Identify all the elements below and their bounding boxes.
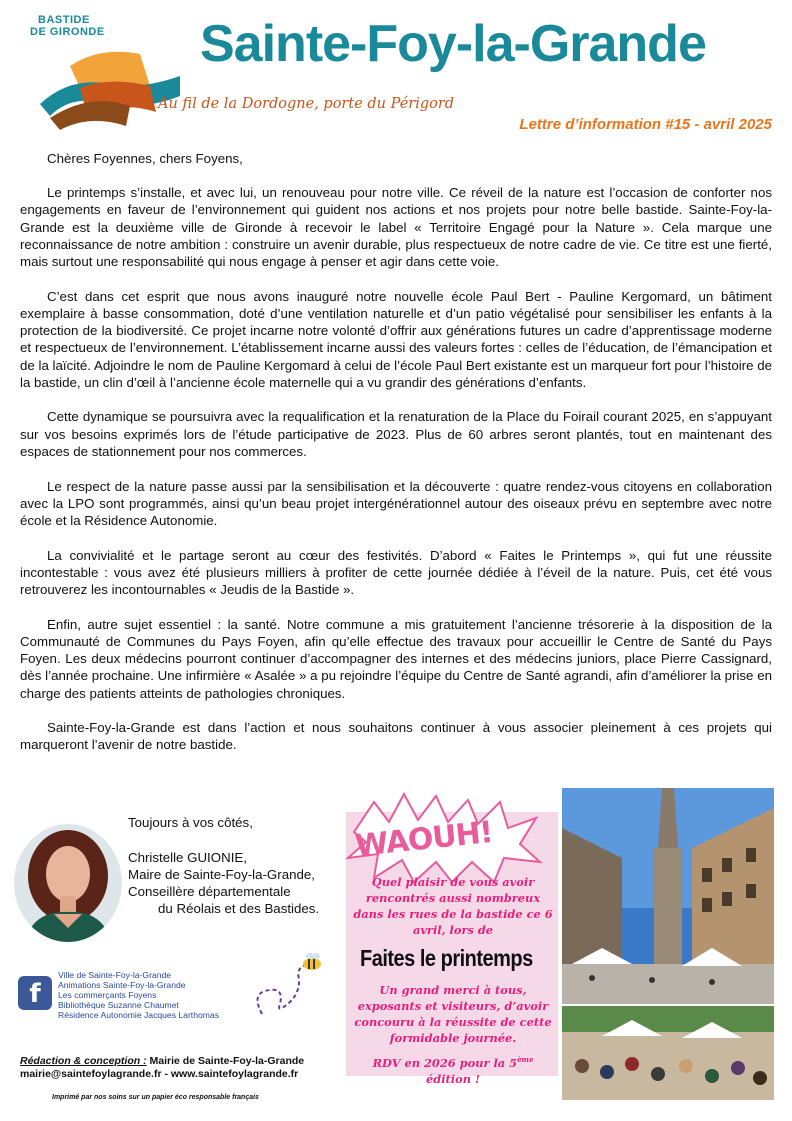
- paragraph: Le printemps s’installe, et avec lui, un renouveau pour notre ville. Ce réveil de la nature est l’occasion de conforter nos engagements en faveur de l’environnement qui guident nos actions et nos projets pour notre belle bastide. Sainte-Foy-la-Grande est la deuxième ville de Gironde à recevoir le label « Territoire Engagé pour la Nature ». Cela marque une reconnaissance de notre ambition : construire un avenir durable, plus respectueux de notre cadre de vie. Ce titre est une fierté, mais surtout une responsabilité qui nous engage à penser et agir dans cette voie.: [20, 185, 772, 270]
- signature-title: Maire de Sainte-Foy-la-Grande,: [128, 867, 315, 882]
- logo-text: [30, 14, 105, 38]
- facebook-icon[interactable]: f: [18, 976, 52, 1010]
- paragraph: Sainte-Foy-la-Grande est dans l’action et nous souhaitons continuer à vous associer pleinement à ces projets qui marqueront l’avenir de notre bastide.: [20, 720, 772, 753]
- facebook-link[interactable]: Ville de Sainte-Foy-la-Grande: [58, 970, 172, 980]
- issue-label: Lettre d’information #15 - avril 2025: [519, 116, 772, 133]
- print-footnote: Imprimé par nos soins sur un papier éco responsable français: [52, 1094, 259, 1101]
- facebook-link[interactable]: Animations Sainte-Foy-la-Grande: [58, 980, 186, 990]
- signature-title: du Réolais et des Bastides.: [158, 901, 320, 916]
- facebook-links: [58, 970, 219, 1020]
- event-title: Faites le printemps: [360, 946, 533, 972]
- promo-message: Quel plaisir de vous avoir rencontrés aussi nombreux dans les rues de la bastide ce 6 avril, lors de: [353, 875, 553, 937]
- market-crowd-photo: [562, 1006, 774, 1100]
- greeting: Chères Foyennes, chers Foyens,: [47, 151, 243, 166]
- mayor-portrait: [14, 824, 122, 942]
- paragraph: La convivialité et le partage seront au cœur des festivités. D’abord « Faites le Printemps », qui fut une réussite incontestable : vous avez été plusieurs milliers à profiter de cette journée dédiée à l’éveil de la nature. Puis, cet été vous retrouverez les incontournables « Jeudis de la Bastide ».: [20, 547, 772, 598]
- credits-block: [20, 1055, 304, 1081]
- paragraph: Le respect de la nature passe aussi par la sensibilisation et la découverte : quatre rendez-vous citoyens en collaboration avec la LPO sont programmés, ainsi qu’un beau projet intergénérationnel autour des oiseaux prévu en septembre avec notre école et la Résidence Autonomie.: [20, 478, 772, 528]
- logo-line-2: DE GIRONDE: [30, 26, 105, 38]
- signature-title: Conseillère départementale: [128, 884, 291, 899]
- signature-closing: Toujours à vos côtés,: [128, 815, 253, 830]
- rdv-text: RDV en 2026 pour la 5: [372, 1055, 518, 1070]
- site-title: Sainte-Foy-la-Grande: [200, 15, 706, 73]
- paragraph: Cette dynamique se poursuivra avec la requalification et la renaturation de la Place du Foirail courant 2025, en s’appuyant sur vos besoins exprimés lors de l’étude participative de 2023. Plus de 60 arbres seront plantés, tout en maintenant des espaces de stationnement pour nos commerces.: [20, 409, 772, 459]
- tagline: Au fil de la Dordogne, porte du Périgord: [158, 96, 455, 112]
- rdv-sup: ème: [517, 1055, 534, 1064]
- waouh-text: WAOUH!: [353, 814, 495, 865]
- facebook-link[interactable]: Bibliothèque Suzanne Chaumet: [58, 1000, 179, 1010]
- church-street-photo: [562, 788, 774, 1004]
- rdv-end: édition !: [426, 1071, 480, 1086]
- credits-contact[interactable]: mairie@saintefoylagrande.fr - www.saintefoylagrande.fr: [20, 1068, 299, 1080]
- logo-line-1: BASTIDE: [38, 14, 90, 26]
- letter-body: [20, 150, 772, 771]
- facebook-link[interactable]: Résidence Autonomie Jacques Larthomas: [58, 1010, 219, 1020]
- promo-rdv: [350, 1052, 556, 1087]
- bee-icon: [250, 952, 330, 1022]
- signature-name: Christelle GUIONIE,: [128, 850, 247, 865]
- logo-graphic: [30, 26, 200, 136]
- paragraph: Enfin, autre sujet essentiel : la santé. Notre commune a mis gratuitement l’ancienne trésorerie à la disposition de la Communauté de Communes du Pays Foyen, afin qu’elle effectue des travaux pour accueillir le Centre de Santé du Pays Foyen. Les deux médecins pourront continuer d’accompagner des internes et des médecins juniors, place Pierre Cassignard, dès l’année prochaine. Une infirmière « Asalée » a pu rejoindre l’équipe du Centre de Santé agrandi, afin d’améliorer la prise en charge des patients atteints de pathologies chroniques.: [20, 616, 772, 701]
- paragraph: C’est dans cet esprit que nous avons inauguré notre nouvelle école Paul Bert - Pauline Kergomard, un bâtiment exemplaire à basse consommation, doté d’une ventilation naturelle et d’un patio végétalisé pour sensibiliser les enfants à la protection de la biodiversité. Ce projet incarne notre volonté d’offrir aux générations futures un cadre d’apprentissage moderne et respectueux de l’environnement. L’établissement incarne aussi des valeurs fortes : celles de l’éducation, de l’émancipation et de la laïcité. Adjoindre le nom de Pauline Kergomard à celui de l’école Paul Bert existante est un marqueur fort pour l’histoire de la bastide, un clin d’œil à l’ancienne école maternelle qui a vu grandir des générations d’enfants.: [20, 288, 772, 390]
- credits-label: Rédaction & conception :: [20, 1055, 147, 1067]
- signature-block: [128, 814, 319, 917]
- facebook-link[interactable]: Les commerçants Foyens: [58, 990, 157, 1000]
- promo-thanks: Un grand merci à tous, exposants et visiteurs, d’avoir concouru à la réussite de cette formidable journée.: [354, 983, 552, 1045]
- credits-value: Mairie de Sainte-Foy-la-Grande: [146, 1055, 305, 1067]
